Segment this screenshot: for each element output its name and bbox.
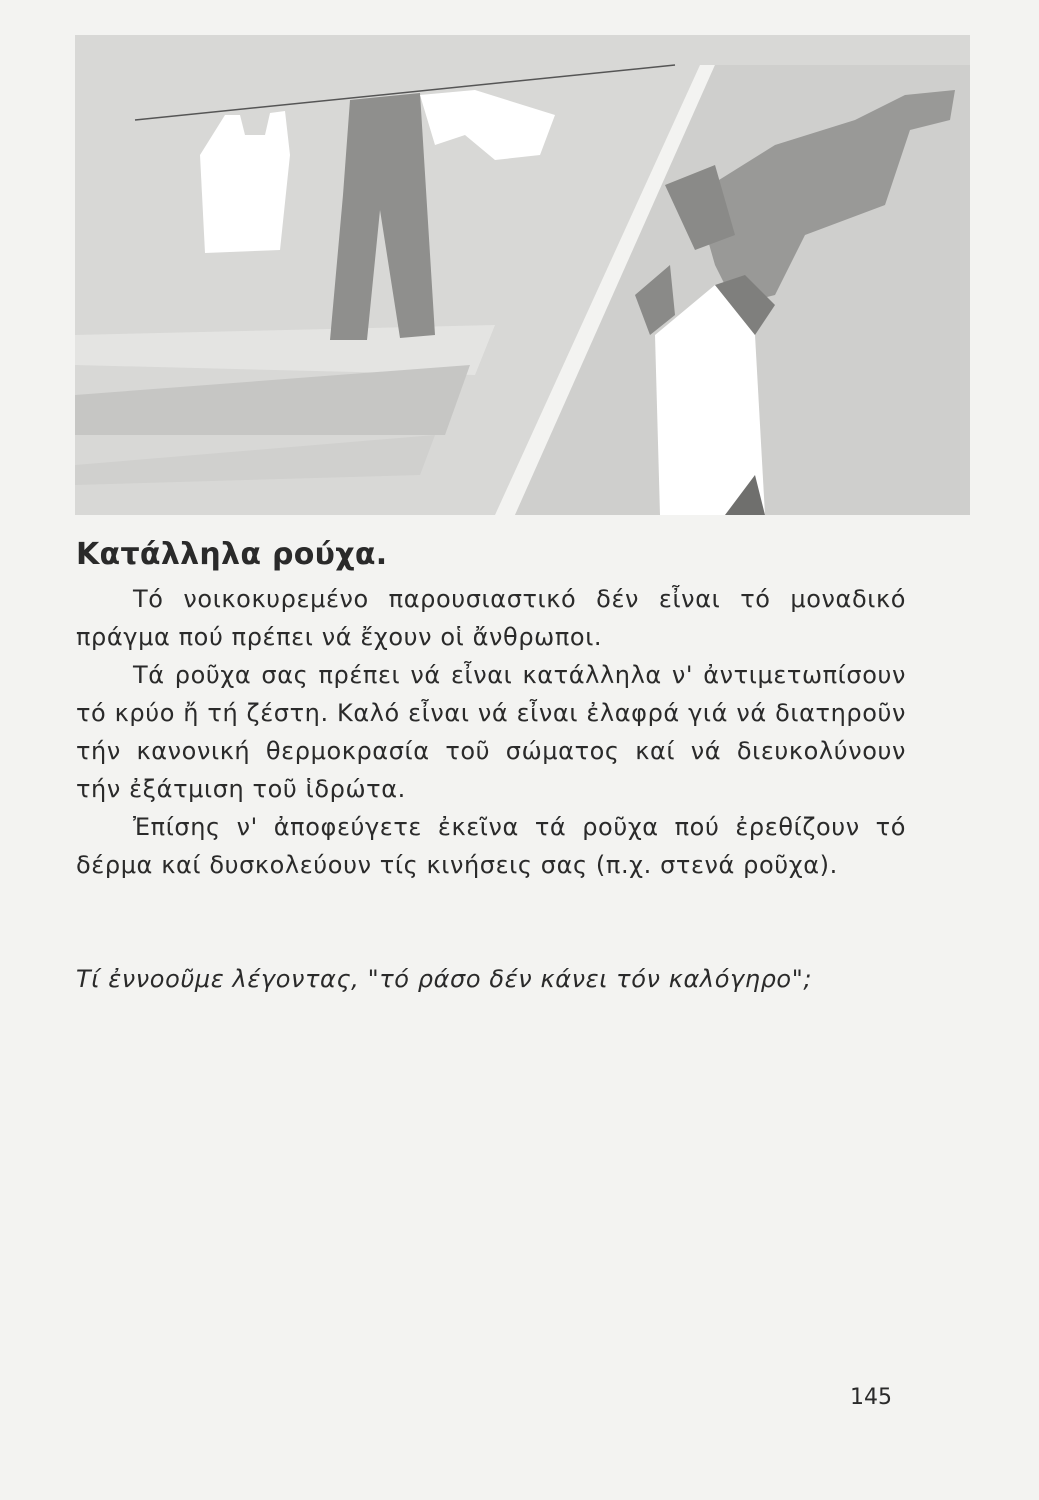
paragraph: Ἐπίσης ν' ἀποφεύγετε ἐκεῖνα τά ροῦχα πού ἐρεθίζουν τό δέρμα καί δυσκολεύουν τίς κινήσεις σας (π.χ. στενά ροῦχα).: [76, 813, 906, 879]
laundry-illustration: [75, 35, 970, 515]
body-text: [76, 580, 906, 884]
discussion-question: Τί ἐννοοῦμε λέγοντας, "τό ράσο δέν κάνει τόν καλόγηρο";: [76, 965, 813, 993]
page-number: 145: [850, 1385, 892, 1410]
paragraph: Τό νοικοκυρεμένο παρουσιαστικό δέν εἶναι τό μοναδικό πράγμα πού πρέπει νά ἔχουν οἱ ἄνθρωποι.: [76, 585, 906, 651]
section-heading: Κατάλληλα ρούχα.: [76, 537, 388, 572]
paragraph: Τά ροῦχα σας πρέπει νά εἶναι κατάλληλα ν' ἀντιμετωπίσουν τό κρύο ἤ τή ζέστη. Καλό εἶναι νά εἶναι ἐλαφρά γιά νά διατηροῦν τήν κανονική θερμοκρασία τοῦ σώματος καί νά διευκολύνουν τήν ἐξάτμιση τοῦ ἱδρώτα.: [76, 661, 906, 803]
